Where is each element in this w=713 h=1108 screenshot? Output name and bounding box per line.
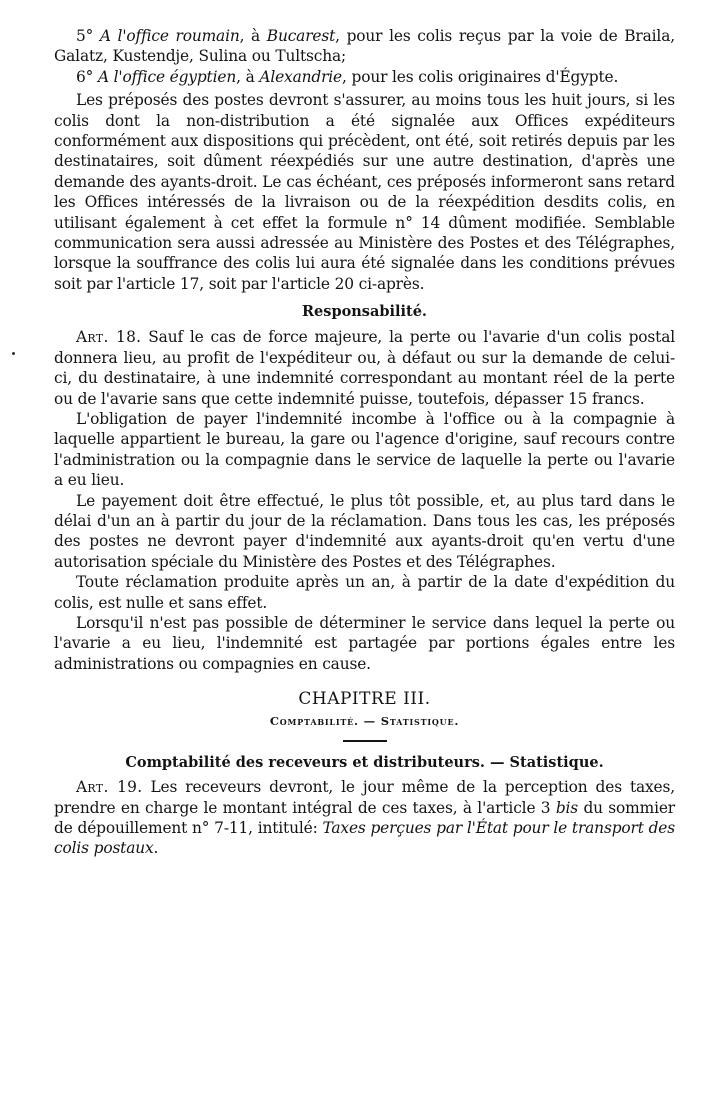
- list-item-5: 5° A l'office roumain, à Bucarest, pour les colis reçus par la voie de Braila, Galatz, Kustendje, Sulina ou Tultscha;: [54, 27, 675, 66]
- article-label: Art. 19.: [76, 778, 143, 797]
- item-number: 6°: [76, 67, 94, 86]
- section-divider: [343, 740, 387, 742]
- paragraph-lorsque: Lorsqu'il n'est pas possible de déterminer le service dans lequel la perte ou l'avarie a eu lieu, l'indemnité est partagée par portions égales entre les administrations ou compagnies en cause.: [54, 613, 675, 673]
- paragraph-obligation: L'obligation de payer l'indemnité incombe à l'office ou à la compagnie à laquelle appartient le bureau, la gare ou l'agence d'origine, sauf recours contre l'administration ou la compagnie dans le service de laquelle la perte ou l'avarie a eu lieu.: [54, 409, 675, 490]
- chapter-subtitle: Comptabilité. — Statistique.: [269, 714, 460, 729]
- city-name: Bucarest: [266, 27, 336, 45]
- city-name: Alexandrie: [259, 67, 343, 86]
- list-item-6: 6° A l'office égyptien, à Alexandrie, pour les colis originaires d'Égypte.: [76, 67, 619, 86]
- section-title: Comptabilité des receveurs et distributeurs. — Statistique.: [125, 754, 604, 772]
- office-name: A l'office égyptien: [97, 67, 237, 86]
- paragraph-reclamation: Toute réclamation produite après un an, à partir de la date d'expédition du colis, est nulle et sans effet.: [54, 573, 675, 612]
- office-name: A l'office roumain: [99, 27, 240, 45]
- form-title: Taxes perçues par l'État pour le transport des colis postaux: [54, 819, 675, 858]
- paragraph-preposes: Les préposés des postes devront s'assurer, au moins tous les huit jours, si les colis dont la non-distribution a été signalée aux Offices expéditeurs conformément aux dispositions qui précèdent, ont été, soit retirés depuis par les destinataires, soit dûment réexpédiés sur une autre destination, d'après une demande des ayants-droit. Le cas échéant, ces préposés informeront sans retard les Offices intéressés de la livraison ou de la réexpédition desdits colis, en utilisant également à cet effet la formule n° 14 dûment modifiée. Semblable communication sera aussi adressée au Ministère des Postes et des Télégraphes, lorsque la souffrance des colis lui aura été signalée dans les conditions prévues soit par l'article 17, soit par l'article 20 ci-après.: [54, 91, 675, 293]
- article-label: Art. 18.: [76, 328, 142, 347]
- item-text: , pour les colis reçus par la voie de Braila, Galatz, Kustendje, Sulina ou Tultscha;: [54, 27, 675, 66]
- bis-marker: bis: [555, 798, 579, 817]
- item-text: , pour les colis originaires d'Égypte.: [342, 67, 619, 86]
- article-19: Art. 19. Les receveurs devront, le jour même de la perception des taxes, prendre en charge le montant intégral de ces taxes, à l'article 3 bis du sommier de dépouillement n° 7-11, intitulé: Taxes perçues par l'État pour le transport des colis postaux.: [54, 778, 676, 858]
- speck-mark: [12, 352, 15, 355]
- paragraph-payement: Le payement doit être effectué, le plus tôt possible, et, au plus tard dans le délai d'un an à partir du jour de la réclamation. Dans tous les cas, les préposés des postes ne devront payer d'indemnité aux ayants-droit qu'en vertu d'une autorisation spéciale du Ministère des Postes et des Télégraphes.: [54, 491, 675, 571]
- article-18: [54, 327, 675, 409]
- chapter-title: CHAPITRE III.: [298, 689, 431, 710]
- heading-responsabilite: Responsabilité.: [302, 303, 427, 321]
- item-number: 5°: [76, 27, 94, 45]
- article-text: Sauf le cas de force majeure, la perte ou l'avarie d'un colis postal donnera lieu, au profit de l'expéditeur ou, à défaut ou sur la demande de celui-ci, du destinataire, à une indemnité correspondant au montant réel de la perte ou de l'avarie sans que cette indemnité puisse, toutefois, dépasser 15 francs.: [54, 328, 676, 408]
